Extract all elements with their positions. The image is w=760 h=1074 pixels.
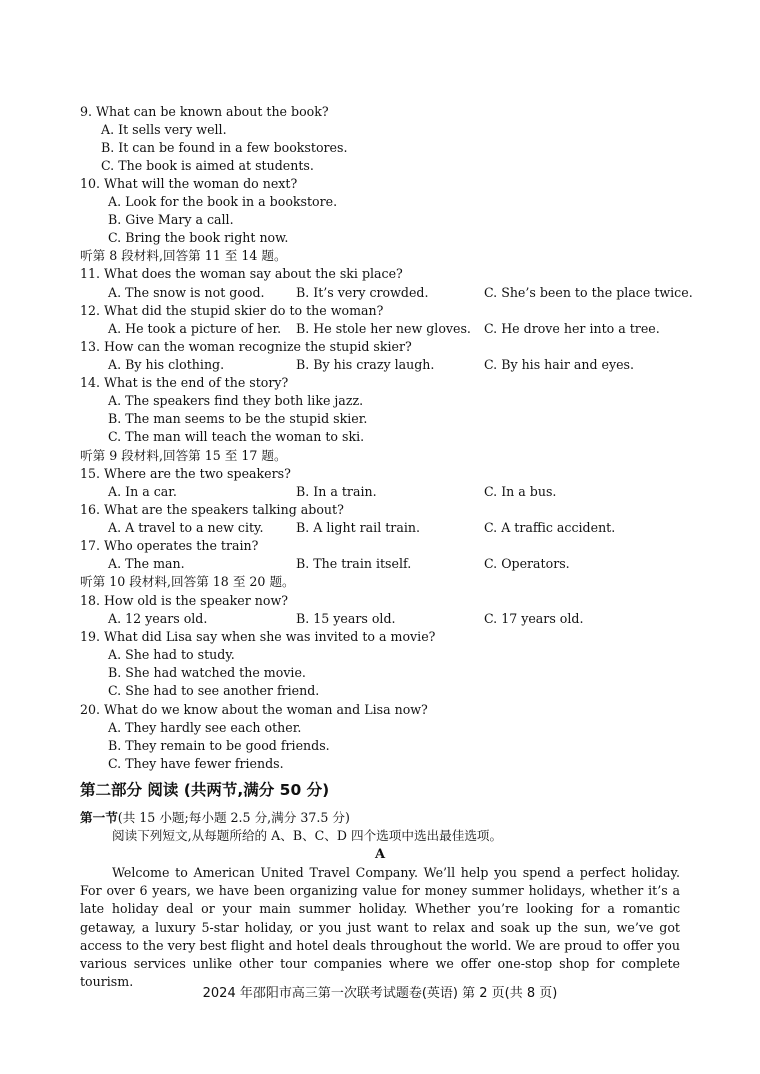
options-row <box>108 321 748 337</box>
answer-option: C. 17 years old. <box>484 611 584 626</box>
options-row <box>108 520 748 536</box>
answer-option: A. By his clothing. <box>108 357 225 372</box>
options-row <box>108 285 748 301</box>
answer-option: C. A traffic accident. <box>484 520 616 535</box>
answer-option: C. The man will teach the woman to ski. <box>108 429 365 444</box>
question-stem: 9. What can be known about the book? <box>80 104 329 119</box>
listening-instruction: 听第 8 段材料,回答第 11 至 14 题。 <box>80 248 287 263</box>
question-stem: 11. What does the woman say about the ski place? <box>80 266 403 281</box>
answer-option: C. By his hair and eyes. <box>484 357 635 372</box>
question-stem: 12. What did the stupid skier do to the woman? <box>80 303 384 318</box>
answer-option: B. He stole her new gloves. <box>296 321 471 336</box>
answer-option: A. He took a picture of her. <box>108 321 282 336</box>
part-heading: 第二部分 阅读 (共两节,满分 50 分) <box>80 781 330 799</box>
answer-option: B. The man seems to be the stupid skier. <box>108 411 368 426</box>
answer-option: B. Give Mary a call. <box>108 212 234 227</box>
answer-option: B. She had watched the movie. <box>108 665 306 680</box>
question-stem: 20. What do we know about the woman and Lisa now? <box>80 702 428 717</box>
answer-option: C. In a bus. <box>484 484 557 499</box>
answer-option: A. The snow is not good. <box>108 285 265 300</box>
page-footer: 2024 年邵阳市高三第一次联考试题卷(英语) 第 2 页(共 8 页) <box>202 986 558 1001</box>
section-description: (共 15 小题;每小题 2.5 分,满分 37.5 分) <box>117 810 350 825</box>
answer-option: C. The book is aimed at students. <box>101 158 314 173</box>
answer-option: A. The man. <box>108 556 185 571</box>
answer-option: B. They remain to be good friends. <box>108 738 330 753</box>
question-stem: 16. What are the speakers talking about? <box>80 502 344 517</box>
passage-label: A <box>374 847 386 862</box>
answer-option: A. A travel to a new city. <box>108 520 264 535</box>
answer-option: A. It sells very well. <box>101 122 227 137</box>
options-row <box>108 556 748 572</box>
listening-instruction: 听第 10 段材料,回答第 18 至 20 题。 <box>80 574 295 589</box>
answer-option: B. A light rail train. <box>296 520 420 535</box>
options-row <box>108 357 748 373</box>
answer-option: B. It’s very crowded. <box>296 285 429 300</box>
answer-option: C. She had to see another friend. <box>108 683 320 698</box>
answer-option: C. He drove her into a tree. <box>484 321 660 336</box>
reading-instruction: 阅读下列短文,从每题所给的 A、B、C、D 四个选项中选出最佳选项。 <box>112 828 503 843</box>
answer-option: C. Operators. <box>484 556 570 571</box>
answer-option: A. Look for the book in a bookstore. <box>108 194 338 209</box>
answer-option: A. They hardly see each other. <box>108 720 302 735</box>
passage-text: Welcome to American United Travel Company. We’ll help you spend a perfect holiday. For over 6 years, we have been organizing value for money summer holidays, whether it’s a late holiday deal or your main summer holiday. Whether you’re looking for a romantic getaway, a luxury 5-star holiday, or you just want to relax and soak up the sun, we’ve got access to the very best flight and hotel deals throughout the world. We are proud to offer you various services unlike other tour companies where we offer one-stop shop for complete tourism. <box>80 865 680 990</box>
answer-option: C. Bring the book right now. <box>108 230 289 245</box>
question-stem: 18. How old is the speaker now? <box>80 593 288 608</box>
answer-option: B. 15 years old. <box>296 611 396 626</box>
answer-option: A. 12 years old. <box>108 611 208 626</box>
question-stem: 13. How can the woman recognize the stupid skier? <box>80 339 412 354</box>
answer-option: A. The speakers find they both like jazz. <box>108 393 364 408</box>
answer-option: B. It can be found in a few bookstores. <box>101 140 348 155</box>
options-row <box>108 484 748 500</box>
answer-option: A. In a car. <box>108 484 177 499</box>
listening-instruction: 听第 9 段材料,回答第 15 至 17 题。 <box>80 448 287 463</box>
question-stem: 15. Where are the two speakers? <box>80 466 291 481</box>
answer-option: A. She had to study. <box>108 647 235 662</box>
answer-option: B. In a train. <box>296 484 377 499</box>
answer-option: C. They have fewer friends. <box>108 756 284 771</box>
options-row <box>108 611 748 627</box>
answer-option: C. She’s been to the place twice. <box>484 285 693 300</box>
answer-option: B. The train itself. <box>296 556 412 571</box>
question-stem: 14. What is the end of the story? <box>80 375 289 390</box>
question-stem: 17. Who operates the train? <box>80 538 259 553</box>
question-stem: 19. What did Lisa say when she was invited to a movie? <box>80 629 436 644</box>
question-stem: 10. What will the woman do next? <box>80 176 298 191</box>
section-heading <box>80 810 350 826</box>
section-title: 第一节 <box>80 810 118 825</box>
answer-option: B. By his crazy laugh. <box>296 357 435 372</box>
